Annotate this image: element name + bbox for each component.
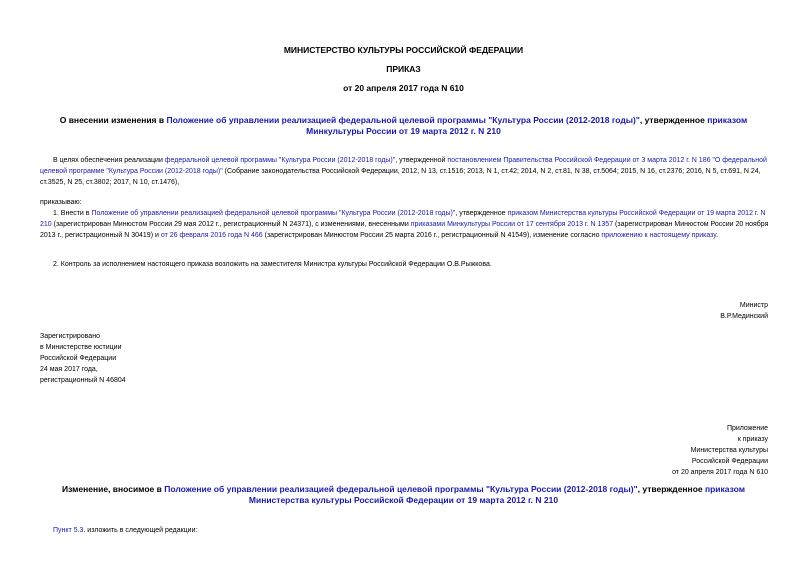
item1-link-order-210[interactable]: приказом Министерства культуры Российской Федерации от 19 марта 2012 г. N 210: [40, 210, 766, 228]
document-title: [40, 115, 767, 137]
item1-link-regulation[interactable]: Положение об управлении реализацией федеральной целевой программы "Культура России (2012-2018 годы)": [91, 210, 456, 217]
item-1-paragraph: [40, 208, 772, 241]
change-title-text-2: , утвержденное: [637, 484, 705, 494]
registration-line: Российской Федерации: [40, 355, 117, 362]
item1-link-order-1357[interactable]: приказами Минкультуры России от 17 сентября 2013 г. N 1357: [410, 221, 614, 228]
title-link-regulation[interactable]: Положение об управлении реализацией федеральной целевой программы "Культура России (2012-2018 годы)": [166, 115, 640, 125]
title-link-order[interactable]: приказом Минкультуры России от 19 марта 2012 г. N 210: [306, 115, 748, 136]
item1-link-appendix[interactable]: приложению к настоящему приказу: [601, 232, 717, 239]
registration-line: 24 мая 2017 года,: [40, 366, 98, 373]
preamble-link-resolution[interactable]: постановлением Правительства Российской Федерации от 3 марта 2012 г. N 186 "О федеральной целевой программе "Культура России (2012-2018 годы)": [40, 157, 767, 175]
change-title: [40, 484, 767, 506]
appendix-line: Министерства культуры: [690, 447, 768, 454]
preamble-paragraph: [40, 155, 772, 188]
order-word: приказываю:: [40, 199, 82, 206]
item1-text-6: .: [716, 232, 719, 239]
appendix-block: [540, 423, 768, 478]
preamble-text-3: (Собрание законодательства Российской Федерации, 2012, N 13, ст.1516; 2013, N 1, ст.42; 2014, N 2, ст.81, N 38, ст.5064; 2015, N 16, ст.2376; 2016, N 5, ст.691, N 24, ст.3525, N 25, ст.3802; 2017, N 10, ст.1476),: [40, 168, 761, 186]
item-2-paragraph: 2. Контроль за исполнением настоящего приказа возложить на заместителя Министра культуры Российской Федерации О.В.Рыжкова.: [53, 261, 492, 268]
signature-role: Министр: [739, 302, 768, 309]
clause-link-5-3[interactable]: Пункт 5.3: [53, 527, 84, 534]
doc-type-heading: ПРИКАЗ: [386, 64, 421, 74]
preamble-link-program[interactable]: федеральной целевой программы "Культура России (2012-2018 годы)": [164, 157, 396, 164]
signature-name: В.Р.Мединский: [720, 313, 768, 320]
item1-text-5: (зарегистрирован Минюстом России 25 марта 2016 г., регистрационный N 41549), изменение согласно: [262, 232, 602, 239]
title-text-2: , утвержденное: [639, 115, 708, 125]
registration-line: регистрационный N 46804: [40, 377, 126, 384]
registration-line: в Министерстве юстиции: [40, 344, 122, 351]
signature-block: [560, 300, 768, 322]
registration-block: [40, 331, 260, 386]
clause-paragraph: [40, 525, 772, 536]
change-title-link-order[interactable]: приказом Министерства культуры Российской Федерации от 19 марта 2012 г. N 210: [248, 484, 746, 505]
appendix-line: к приказу: [737, 436, 768, 443]
item1-text-1: 1. Внести в: [53, 210, 92, 217]
appendix-line: от 20 апреля 2017 года N 610: [672, 469, 768, 476]
item1-text-3: (зарегистрирован Минюстом России 29 мая 2012 г., регистрационный N 24371), с изменениями, внесенными: [51, 221, 411, 228]
date-number-heading: от 20 апреля 2017 года N 610: [343, 83, 464, 93]
appendix-line: Приложение: [726, 425, 768, 432]
preamble-text-1: В целях обеспечения реализации: [53, 157, 165, 164]
clause-text: . изложить в следующей редакции:: [83, 527, 198, 534]
ministry-heading: МИНИСТЕРСТВО КУЛЬТУРЫ РОССИЙСКОЙ ФЕДЕРАЦИИ: [283, 45, 524, 55]
title-text-1: О внесении изменения в: [59, 115, 167, 125]
preamble-text-2: , утвержденной: [395, 157, 448, 164]
registration-line: Зарегистрировано: [40, 333, 100, 340]
change-title-text-1: Изменение, вносимое в: [61, 484, 165, 494]
item1-text-4: (зарегистрирован Минюстом России 20 ноября 2013 г., регистрационный N 30419) и: [40, 221, 769, 239]
change-title-link-regulation[interactable]: Положение об управлении реализацией федеральной целевой программы "Культура России (2012-2018 годы)": [164, 484, 638, 494]
appendix-line: Российской Федерации: [691, 458, 768, 465]
item1-link-order-466[interactable]: от 26 февраля 2016 года N 466: [160, 232, 263, 239]
item1-text-2: , утвержденное: [455, 210, 508, 217]
